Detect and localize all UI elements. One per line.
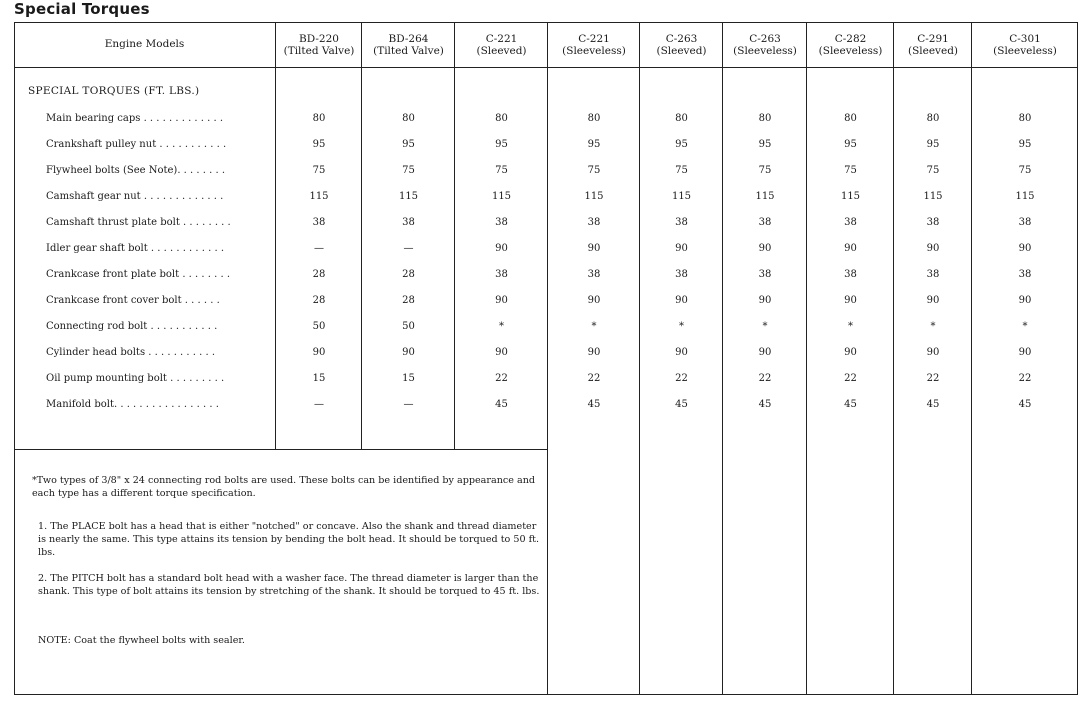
torque-value: 38 — [587, 269, 601, 280]
torque-value: 90 — [495, 347, 508, 358]
torque-value: 38 — [402, 217, 415, 228]
column-header — [548, 33, 640, 57]
torque-value: 75 — [926, 165, 940, 176]
header-divider — [14, 67, 1078, 68]
column-variant: (Sleeved) — [656, 45, 707, 57]
torque-value: 38 — [675, 217, 688, 228]
torque-value: 80 — [495, 113, 508, 124]
torque-value: 80 — [402, 113, 415, 124]
torque-value: 38 — [1018, 269, 1032, 280]
section-heading: SPECIAL TORQUES (FT. LBS.) — [28, 85, 200, 97]
column-header — [807, 33, 894, 57]
column-model: C-221 — [485, 33, 518, 45]
torque-value: 75 — [402, 165, 415, 176]
column-header — [894, 33, 972, 57]
torque-value: 22 — [1018, 373, 1032, 384]
column-model: C-282 — [834, 33, 867, 45]
torque-value: 80 — [926, 113, 940, 124]
torque-value: 75 — [312, 165, 326, 176]
torque-value: 45 — [844, 399, 857, 410]
torque-value: 90 — [495, 243, 508, 254]
torque-value: 38 — [758, 269, 772, 280]
column-variant: (Sleeveless) — [818, 45, 883, 57]
torque-value: 22 — [495, 373, 508, 384]
column-variant: (Sleeved) — [907, 45, 959, 57]
torque-value: 22 — [844, 373, 857, 384]
column-variant: (Sleeveless) — [562, 45, 626, 57]
torque-value: 45 — [926, 399, 940, 410]
torque-value: 115 — [1015, 191, 1035, 202]
torque-value: 95 — [312, 139, 326, 150]
torque-value: 28 — [402, 269, 415, 280]
torque-value: 90 — [758, 347, 772, 358]
torque-value: 95 — [587, 139, 601, 150]
torque-value: 95 — [844, 139, 857, 150]
torque-value: 38 — [312, 217, 326, 228]
torque-value: 50 — [402, 321, 415, 332]
torque-value: 45 — [1018, 399, 1032, 410]
asterisk-note: *Two types of 3/8" x 24 connecting rod bolts are used. These bolts can be identified by appearance and each type has a different torque specification. — [32, 475, 536, 499]
column-header — [972, 33, 1078, 57]
row-label: Connecting rod bolt . . . . . . . . . . . — [46, 321, 218, 332]
torque-value: 115 — [755, 191, 775, 202]
torque-value: 38 — [926, 269, 940, 280]
torque-value: 115 — [584, 191, 604, 202]
column-divider — [361, 22, 362, 449]
torque-value: 75 — [758, 165, 772, 176]
torque-value: 50 — [312, 321, 326, 332]
column-model: BD-220 — [299, 33, 339, 45]
column-header — [455, 33, 548, 57]
torque-value: 115 — [840, 191, 861, 202]
torque-value: 15 — [312, 373, 326, 384]
torque-value: 38 — [587, 217, 601, 228]
torque-value: * — [679, 321, 684, 332]
torque-value: * — [591, 321, 597, 332]
torque-value: 38 — [844, 217, 857, 228]
torque-value: 75 — [587, 165, 601, 176]
torque-value: 38 — [1018, 217, 1032, 228]
torque-value: 90 — [587, 347, 601, 358]
row-label: Crankcase front plate bolt . . . . . . . . — [46, 269, 230, 280]
torque-value: 22 — [926, 373, 940, 384]
torque-value: 22 — [675, 373, 688, 384]
torque-value: 95 — [1018, 139, 1032, 150]
row-label: Flywheel bolts (See Note). . . . . . . . — [46, 165, 226, 176]
row-label: Idler gear shaft bolt . . . . . . . . . . . . — [46, 243, 225, 254]
column-divider — [275, 22, 276, 449]
torque-value: 95 — [675, 139, 688, 150]
torque-value: 75 — [675, 165, 688, 176]
torque-value: 95 — [495, 139, 508, 150]
row-label: Camshaft gear nut . . . . . . . . . . . . . — [46, 191, 224, 202]
engine-models-header: Engine Models — [104, 38, 185, 50]
torque-value: 115 — [491, 191, 512, 202]
torque-value: — — [403, 399, 414, 410]
row-label: Crankshaft pulley nut . . . . . . . . . . . — [46, 139, 227, 150]
torque-value: 115 — [309, 191, 329, 202]
torque-value: 90 — [675, 243, 688, 254]
column-variant: (Tilted Valve) — [373, 45, 444, 57]
row-label: Oil pump mounting bolt . . . . . . . . . — [46, 373, 225, 384]
row-label: Main bearing caps . . . . . . . . . . . . . — [46, 113, 224, 124]
torque-value: 95 — [758, 139, 772, 150]
row-label: Manifold bolt. . . . . . . . . . . . . . . . . — [46, 399, 219, 410]
column-variant: (Sleeved) — [476, 45, 527, 57]
torque-value: 90 — [1018, 295, 1032, 306]
torque-value: 22 — [758, 373, 772, 384]
torque-value: 45 — [495, 399, 508, 410]
torque-value: 80 — [675, 113, 688, 124]
torque-value: 90 — [844, 347, 857, 358]
torque-value: 90 — [844, 295, 857, 306]
torque-value: 80 — [758, 113, 772, 124]
column-variant: (Sleeveless) — [993, 45, 1057, 57]
torque-value: 45 — [675, 399, 688, 410]
torque-value: 28 — [312, 295, 326, 306]
torque-value: 90 — [675, 295, 688, 306]
note-item-1: 1. The PLACE bolt has a head that is either "notched" or concave. Also the shank and thread diameter is nearly the same. This type attains its tension by bending the bolt head. It should be torqued to 50 ft. lbs. — [38, 521, 540, 558]
torque-value: 115 — [923, 191, 943, 202]
column-header — [640, 33, 723, 57]
torque-value: 38 — [675, 269, 688, 280]
torque-value: — — [314, 399, 324, 410]
torque-value: 80 — [1018, 113, 1032, 124]
torque-value: 45 — [587, 399, 601, 410]
row-label: Cylinder head bolts . . . . . . . . . . . — [46, 347, 216, 358]
torque-value: 75 — [844, 165, 857, 176]
torque-value: 80 — [312, 113, 326, 124]
torque-value: 90 — [758, 243, 772, 254]
torque-value: — — [403, 243, 414, 254]
torque-value: 75 — [495, 165, 508, 176]
torque-value: 38 — [758, 217, 772, 228]
column-model: C-263 — [749, 33, 781, 45]
torque-value: 90 — [587, 295, 601, 306]
torque-value: 90 — [926, 295, 940, 306]
torque-value: * — [848, 321, 853, 332]
torque-value: 90 — [587, 243, 601, 254]
note-item-2: 2. The PITCH bolt has a standard bolt head with a washer face. The thread diameter is larger than the shank. This type of bolt attains its tension by stretching of the shank. It should be torqued to 45 ft. lbs. — [38, 573, 540, 597]
torque-value: 90 — [1018, 243, 1032, 254]
row-label: Crankcase front cover bolt . . . . . . — [46, 295, 220, 306]
torque-value: * — [762, 321, 768, 332]
torque-value: 28 — [402, 295, 415, 306]
torque-value: 115 — [671, 191, 692, 202]
torque-value: 115 — [398, 191, 419, 202]
torque-value: 90 — [312, 347, 326, 358]
torque-value: 90 — [402, 347, 415, 358]
torque-value: 38 — [844, 269, 857, 280]
torque-value: 90 — [926, 347, 940, 358]
torque-value: 38 — [495, 217, 508, 228]
torque-value: 95 — [926, 139, 940, 150]
torque-value: 90 — [495, 295, 508, 306]
column-model: BD-264 — [388, 33, 429, 45]
torque-value: * — [930, 321, 936, 332]
torque-value: 38 — [926, 217, 940, 228]
column-variant: (Sleeveless) — [733, 45, 797, 57]
torque-value: 90 — [1018, 347, 1032, 358]
column-header — [723, 33, 807, 57]
torque-value: 90 — [675, 347, 688, 358]
torque-value: 75 — [1018, 165, 1032, 176]
torque-value: * — [1022, 321, 1028, 332]
column-model: C-291 — [917, 33, 949, 45]
page-title: Special Torques — [14, 0, 150, 18]
torque-value: 38 — [495, 269, 508, 280]
column-model: C-301 — [1009, 33, 1041, 45]
torque-value: 80 — [844, 113, 857, 124]
column-header — [362, 33, 455, 57]
torque-value: 90 — [758, 295, 772, 306]
flywheel-note: NOTE: Coat the flywheel bolts with sealer. — [38, 635, 245, 646]
row-label: Camshaft thrust plate bolt . . . . . . . . — [46, 217, 231, 228]
notes-divider — [14, 449, 548, 450]
column-header — [276, 33, 362, 57]
column-model: C-221 — [578, 33, 610, 45]
torque-value: — — [314, 243, 324, 254]
torque-value: * — [499, 321, 504, 332]
torque-value: 45 — [758, 399, 772, 410]
column-divider — [454, 22, 455, 449]
torque-value: 22 — [587, 373, 601, 384]
torque-value: 15 — [402, 373, 415, 384]
torque-value: 95 — [402, 139, 415, 150]
torque-value: 28 — [312, 269, 326, 280]
torque-value: 90 — [926, 243, 940, 254]
torque-value: 80 — [587, 113, 601, 124]
column-model: C-263 — [665, 33, 698, 45]
torque-value: 90 — [844, 243, 857, 254]
column-variant: (Tilted Valve) — [283, 45, 355, 57]
